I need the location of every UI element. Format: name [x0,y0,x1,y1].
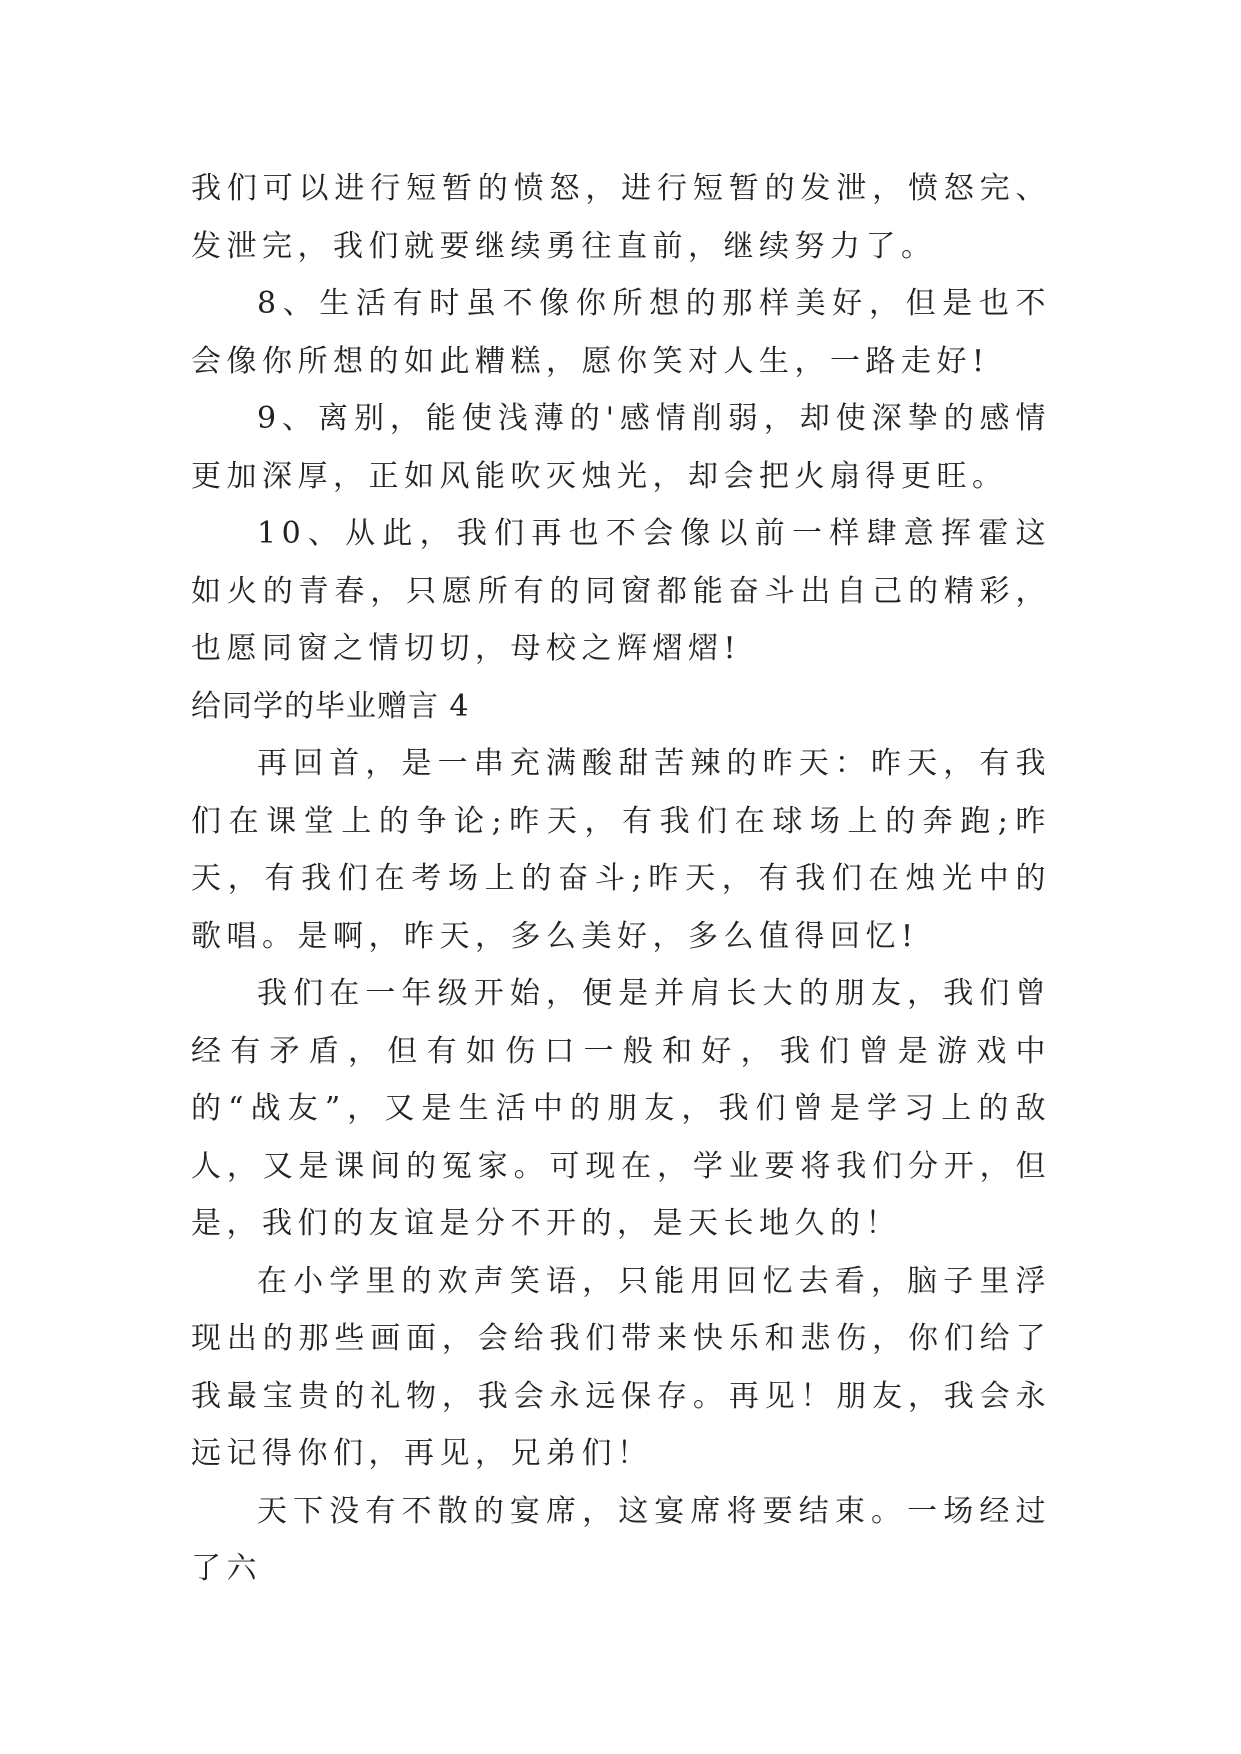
paragraph-1: 我们可以进行短暂的愤怒，进行短暂的发泄，愤怒完、发泄完，我们就要继续勇往直前，继续努力了。 [191,171,1051,264]
paragraph-8: 天下没有不散的宴席，这宴席将要结束。一场经过了六 [191,1493,1051,1586]
document-body [191,160,1051,1598]
paragraph-6: 我们在一年级开始，便是并肩长大的朋友，我们曾经有矛盾，但有如伤口一般和好，我们曾是游戏中的“战友”，又是生活中的朋友，我们曾是学习上的敌人，又是课间的冤家。可现在，学业要将我们分开，但是，我们的友谊是分不开的，是天长地久的！ [191,976,1051,1241]
paragraph-4: 10、从此，我们再也不会像以前一样肆意挥霍这如火的青春，只愿所有的同窗都能奋斗出自己的精彩，也愿同窗之情切切，母校之辉熠熠! [191,516,1051,666]
paragraph-5: 再回首，是一串充满酸甜苦辣的昨天：昨天，有我们在课堂上的争论;昨天，有我们在球场上的奔跑;昨天，有我们在考场上的奋斗;昨天，有我们在烛光中的歌唱。是啊，昨天，多么美好，多么值得回忆! [191,746,1051,954]
paragraph-7: 在小学里的欢声笑语，只能用回忆去看，脑子里浮现出的那些画面，会给我们带来快乐和悲伤，你们给了我最宝贵的礼物，我会永远保存。再见！朋友，我会永远记得你们，再见，兄弟们！ [191,1263,1051,1471]
paragraph-2: 8、生活有时虽不像你所想的那样美好，但是也不会像你所想的如此糟糕，愿你笑对人生，一路走好! [191,286,1051,379]
paragraph-3: 9、离别，能使浅薄的'感情削弱，却使深挚的感情更加深厚，正如风能吹灭烛光，却会把火扇得更旺。 [191,401,1051,494]
section-heading: 给同学的毕业赠言 4 [191,688,470,724]
